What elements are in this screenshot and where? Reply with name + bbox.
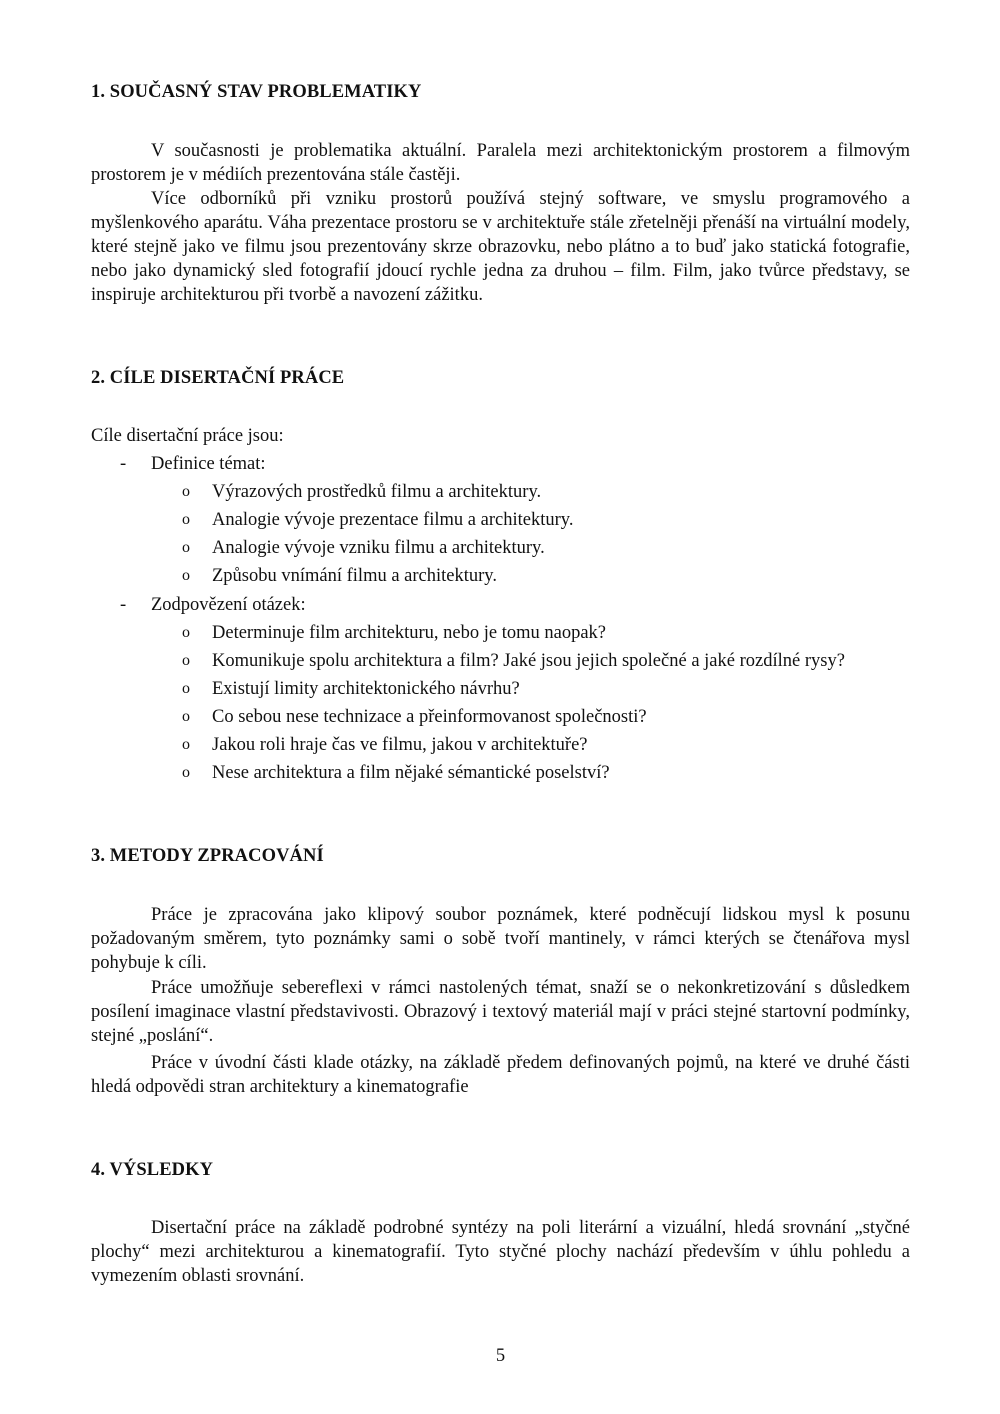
dash-marker: - — [120, 454, 127, 474]
list-item-label: Determinuje film architekturu, nebo je tomu naopak? — [212, 623, 607, 643]
bullet-marker: o — [182, 652, 190, 669]
bullet-marker: o — [182, 764, 190, 781]
list-item-label: Komunikuje spolu architektura a film? Jaké jsou jejich společné a jaké rozdílné rysy? — [212, 651, 845, 671]
dash-marker: - — [120, 595, 127, 615]
section-heading: 1. SOUČASNÝ STAV PROBLEMATIKY — [91, 82, 422, 102]
bullet-marker: o — [182, 567, 190, 584]
paragraph: V současnosti je problematika aktuální. Paralela mezi architektonickým prostorem a filmovým prostorem je v médiích prezentována stále častěji. — [91, 141, 910, 185]
list-item-label: Nese architektura a film nějaké sémantické poselství? — [212, 763, 610, 783]
document-page — [91, 0, 910, 1414]
list-item-label: Analogie vývoje vzniku filmu a architektury. — [212, 538, 545, 558]
paragraph: Více odborníků při vzniku prostorů používá stejný software, ve smyslu programového a myšlenkového aparátu. Váha prezentace prostoru se v architektuře stále zřetelněji přenáší na virtuální modely, které stejně jako ve filmu jsou prezentovány skrze obrazovku, nebo plátno a to buď jako statická fotografie, nebo jako dynamický sled fotografií jdoucí rychle jedna za druhou – film. Film, jako tvůrce představy, se inspiruje architekturou při tvorbě a navození zážitku. — [91, 189, 910, 305]
section-heading: 3. METODY ZPRACOVÁNÍ — [91, 846, 324, 866]
list-item-label: Analogie vývoje prezentace filmu a architektury. — [212, 510, 574, 530]
list-item-label: Co sebou nese technizace a přeinformovanost společnosti? — [212, 707, 647, 727]
bullet-marker: o — [182, 539, 190, 556]
bullet-marker: o — [182, 511, 190, 528]
section-heading: 4. VÝSLEDKY — [91, 1160, 214, 1180]
bullet-marker: o — [182, 680, 190, 697]
section-heading: 2. CÍLE DISERTAČNÍ PRÁCE — [91, 368, 345, 388]
page-number: 5 — [495, 1346, 506, 1366]
paragraph: Práce umožňuje sebereflexi v rámci nastolených témat, snaží se o nekonkretizování s důsledkem posílení imaginace vlastní představivosti. Obrazový i textový materiál mají v práci stejné startovní podmínky, stejné „poslání“. — [91, 978, 910, 1046]
bullet-marker: o — [182, 624, 190, 641]
list-item-label: Existují limity architektonického návrhu? — [212, 679, 520, 699]
paragraph: Práce je zpracována jako klipový soubor poznámek, které podněcují lidskou mysl k posunu požadovaným směrem, tyto poznámky sami o sobě tvoří mantinely, v rámci kterých se čtenářova mysl pohybuje k cíli. — [91, 905, 910, 973]
list-item-label: Zodpovězení otázek: — [151, 595, 306, 615]
list-intro: Cíle disertační práce jsou: — [91, 426, 284, 446]
bullet-marker: o — [182, 708, 190, 725]
paragraph: Práce v úvodní části klade otázky, na základě předem definovaných pojmů, na které ve druhé části hledá odpovědi stran architektury a kinematografie — [91, 1053, 910, 1097]
list-item-label: Jakou roli hraje čas ve filmu, jakou v architektuře? — [212, 735, 588, 755]
bullet-marker: o — [182, 483, 190, 500]
list-item-label: Způsobu vnímání filmu a architektury. — [212, 566, 497, 586]
bullet-marker: o — [182, 736, 190, 753]
list-item-label: Definice témat: — [151, 454, 266, 474]
paragraph: Disertační práce na základě podrobné syntézy na poli literární a vizuální, hledá srovnání „styčné plochy“ mezi architekturou a kinematografií. Tyto styčné plochy nachází především v úhlu pohledu a vymezením oblasti srovnání. — [91, 1218, 910, 1286]
list-item-label: Výrazových prostředků filmu a architektury. — [212, 482, 542, 502]
